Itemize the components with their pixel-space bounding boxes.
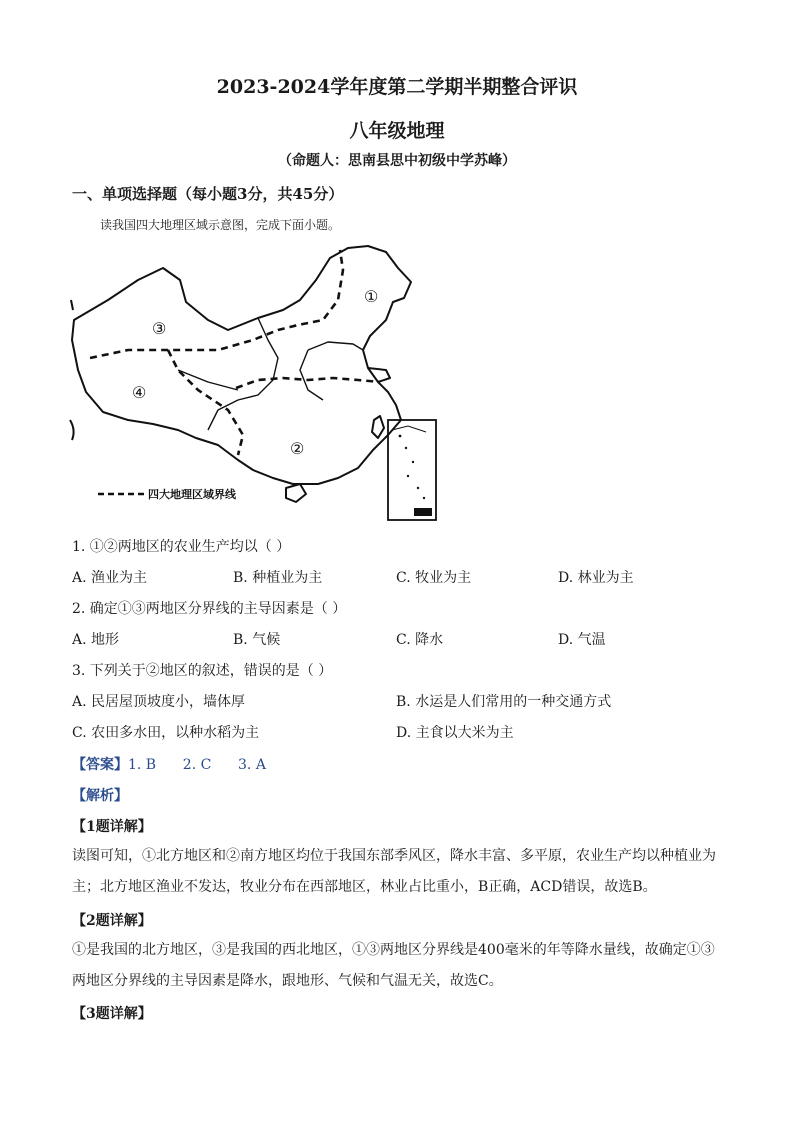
region-label-1: ①	[364, 287, 379, 306]
detail-1-line-1: 读图可知，①北方地区和②南方地区均位于我国东部季风区，降水丰富、多平原，农业生产均以种植业为	[72, 848, 716, 864]
region-label-3: ③	[152, 319, 167, 338]
answer-values: 1. B 2. C 3. A	[128, 757, 266, 773]
map-intro: 读我国四大地理区域示意图，完成下面小题。	[100, 218, 341, 232]
question-1-option-c: C. 牧业为主	[396, 570, 472, 586]
answer-tag: 【答案】	[72, 757, 128, 773]
china-outline	[72, 246, 411, 484]
question-2-stem: 2. 确定①③两地区分界线的主导因素是（ ）	[72, 601, 347, 617]
question-3-option-c: C. 农田多水田，以种水稻为主	[72, 725, 260, 741]
author-line: （命题人：思南县思中初级中学苏峰）	[278, 153, 516, 169]
question-1-option-d: D. 林业为主	[558, 570, 634, 586]
detail-2-title: 【2题详解】	[72, 913, 152, 929]
question-1-stem: 1. ①②两地区的农业生产均以（ ）	[72, 539, 291, 555]
detail-2-line-2: 两地区分界线的主导因素是降水，跟地形、气候和气温无关，故选C。	[72, 973, 503, 989]
map-legend: 四大地理区域界线	[148, 488, 236, 501]
answer-line	[72, 754, 266, 774]
question-1-option-a: A. 渔业为主	[72, 570, 148, 586]
page-title: 2023-2024学年度第二学期半期整合评识	[216, 76, 578, 98]
question-2-option-d: D. 气温	[558, 632, 606, 648]
question-1-option-b: B. 种植业为主	[233, 570, 323, 586]
china-four-regions-map	[68, 240, 468, 530]
question-3-option-b: B. 水运是人们常用的一种交通方式	[396, 694, 612, 710]
question-2-option-b: B. 气候	[233, 632, 281, 648]
south-china-sea-inset	[388, 420, 436, 520]
detail-1-title: 【1题详解】	[72, 819, 152, 835]
question-3-stem: 3. 下列关于②地区的叙述，错误的是（ ）	[72, 663, 333, 679]
detail-3-title: 【3题详解】	[72, 1006, 152, 1022]
grade-subject: 八年级地理	[349, 120, 445, 142]
detail-2-line-1: ①是我国的北方地区，③是我国的西北地区，①③两地区分界线是400毫米的年等降水量线，故确定①③	[72, 942, 715, 958]
analysis-tag: 【解析】	[72, 788, 128, 804]
question-3-option-d: D. 主食以大米为主	[396, 725, 514, 741]
taiwan-island	[372, 416, 384, 438]
detail-1-line-2: 主；北方地区渔业不发达，牧业分布在西部地区，林业占比重小，B正确，ACD错误，故选B。	[72, 879, 657, 895]
boundary-north-south	[236, 378, 380, 388]
boundary-north-northwest	[90, 250, 343, 358]
region-label-2: ②	[290, 439, 305, 458]
section-heading: 一、单项选择题（每小题3分，共45分）	[72, 185, 344, 203]
question-2-option-a: A. 地形	[72, 632, 120, 648]
question-3-option-a: A. 民居屋顶坡度小，墙体厚	[72, 694, 246, 710]
hainan-island	[286, 484, 306, 502]
region-label-4: ④	[132, 383, 147, 402]
question-2-option-c: C. 降水	[396, 632, 444, 648]
